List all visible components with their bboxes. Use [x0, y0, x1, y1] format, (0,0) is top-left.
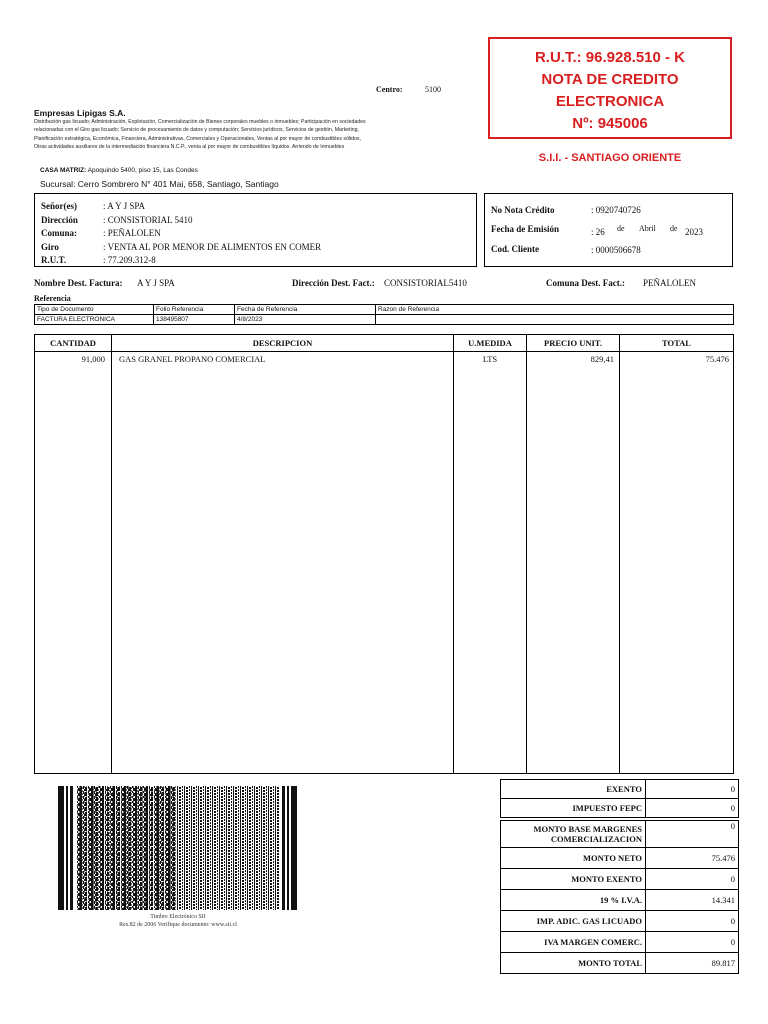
client-rows	[41, 196, 321, 264]
items-header-cantidad: CANTIDAD	[50, 338, 96, 348]
item-descripcion: GAS GRANEL PROPANO COMERCIAL	[119, 354, 266, 364]
item-total: 75.476	[705, 354, 729, 364]
referencia-table	[34, 304, 734, 325]
total-label: EXENTO	[501, 780, 646, 799]
total-row-neto	[501, 848, 739, 869]
client-label: Señor(es)	[41, 201, 77, 211]
ref-cell	[376, 315, 734, 325]
fecha-day-value: 26	[595, 227, 605, 237]
activity-line: Planificación estratégica, Económica, Financiera, Administrativas, Comerciales y Operacionales, Ventas al por mayor de combustibles sólidos,	[34, 135, 361, 142]
cliente-value: : 0000506678	[591, 245, 641, 255]
fecha-day: : 26	[591, 227, 605, 237]
casa-matriz	[40, 167, 198, 174]
client-value: PEÑALOLEN	[107, 228, 161, 238]
sii-box	[488, 37, 732, 139]
sii-office: S.I.I. - SANTIAGO ORIENTE	[538, 152, 682, 164]
client-row: Comuna: : PEÑALOLEN	[41, 228, 161, 238]
fecha-de1: de	[617, 224, 625, 233]
centro-value: 5100	[425, 85, 441, 94]
dest-comuna-value: PEÑALOLEN	[643, 278, 696, 288]
total-label: MONTO TOTAL	[501, 953, 646, 974]
ref-cell: 4/8/2023	[235, 315, 376, 325]
total-value: 0	[646, 821, 739, 848]
casa-matriz-label: CASA MATRIZ:	[40, 167, 87, 174]
items-header-descripcion: DESCRIPCION	[252, 338, 313, 348]
issuer-name: Empresas Lipigas S.A.	[34, 108, 126, 118]
dest-direccion-value: CONSISTORIAL5410	[384, 278, 467, 288]
totals-table-top	[500, 779, 739, 818]
client-box	[34, 193, 477, 267]
referencia-header-row	[35, 305, 734, 315]
total-row-iva	[501, 890, 739, 911]
item-cantidad: 91,000	[81, 354, 105, 364]
item-precio: 829,41	[590, 354, 614, 364]
issuer-activity	[34, 118, 434, 152]
total-value: 0	[646, 911, 739, 932]
ref-header: Tipo de Documento	[35, 305, 154, 315]
totals-table-bottom	[500, 820, 739, 974]
activity-line: Otras actividades auxiliares de la intermediación financiera N.C.P., venta al por mayor de combustibles líquidos. Arriendo de Inmuebles	[34, 144, 345, 151]
timbre-line1: Timbre Electrónico SII	[150, 914, 206, 920]
sii-rut: R.U.T.: 96.928.510 - K	[534, 49, 686, 66]
timbre-line2: Res.82 de 2006 Verifique documento: www.sii.cl	[119, 922, 237, 928]
client-value: CONSISTORIAL 5410	[107, 214, 193, 225]
referencia-title: Referencia	[34, 294, 71, 303]
centro-label: Centro:	[376, 85, 403, 94]
ref-header: Folio Referencia	[154, 305, 235, 315]
dest-comuna-label: Comuna Dest. Fact.:	[546, 278, 625, 288]
activity-line: relacionadas con el Giro gas licuado; Servicio de procesamiento de datos y computación; Servicios jurídicos, Servicios de gestión, Marketing,	[34, 127, 359, 134]
nota-value: : 0920740726	[591, 205, 641, 215]
cliente-label: Cod. Cliente	[491, 244, 539, 254]
fecha-label: Fecha de Emisión	[491, 224, 560, 234]
client-row: Señor(es) : A Y J SPA	[41, 201, 146, 211]
doc-type-line2: ELECTRONICA	[555, 93, 665, 110]
nota-label: No Nota Crédito	[491, 205, 555, 215]
item-umedida: LTS	[482, 354, 498, 364]
total-label: IMPUESTO FEPC	[501, 799, 646, 818]
total-value: 0	[646, 932, 739, 953]
total-label-margenes	[501, 821, 646, 848]
client-value: VENTA AL POR MENOR DE ALIMENTOS EN COMER	[107, 241, 322, 252]
client-label: R.U.T.	[41, 255, 67, 265]
total-value: 75.476	[646, 848, 739, 869]
client-label: Comuna:	[41, 228, 78, 238]
doc-type-line1: NOTA DE CREDITO	[541, 71, 679, 88]
timbre-caption	[58, 913, 298, 929]
total-label: IMP. ADIC. GAS LICUADO	[501, 911, 646, 932]
total-label: MONTO EXENTO	[501, 869, 646, 890]
timbre-barcode	[58, 786, 298, 910]
margenes-line1: MONTO BASE MARGENES	[533, 824, 642, 834]
doc-info-box	[484, 193, 733, 267]
total-value: 0	[646, 869, 739, 890]
casa-matriz-value: Apoquindo 5400, piso 15, Las Condes	[87, 167, 198, 174]
sucursal: Sucursal: Cerro Sombrero N° 401 Mai, 658, Santiago, Santiago	[40, 179, 279, 189]
total-value: 14.341	[646, 890, 739, 911]
fecha-year: 2023	[685, 227, 703, 237]
ref-header: Razon de Referencia	[376, 305, 734, 315]
activity-line: Distribución gas licuado; Administración, Explotación, Comercialización de Bienes corporales muebles o inmuebles; Participación en sociedades	[34, 119, 366, 125]
fecha-de2: de	[670, 224, 678, 233]
items-header-total: TOTAL	[662, 338, 691, 348]
client-row: Giro : VENTA AL POR MENOR DE ALIMENTOS EN COMER	[41, 241, 322, 252]
client-label: Giro	[41, 241, 59, 252]
total-row-total	[501, 953, 739, 974]
client-value: 77.209.312-8	[107, 255, 156, 265]
fecha-month: Abril	[639, 224, 656, 233]
total-row-fepc	[501, 799, 739, 818]
items-header-umedida: U.MEDIDA	[468, 338, 512, 348]
total-row-margenes	[501, 821, 739, 848]
total-value: 0	[646, 780, 739, 799]
referencia-row	[35, 315, 734, 325]
client-row: R.U.T. : 77.209.312-8	[41, 255, 156, 265]
total-row-monto-exento	[501, 869, 739, 890]
dest-nombre-label: Nombre Dest. Factura:	[34, 278, 123, 288]
client-value: A Y J SPA	[107, 201, 146, 211]
total-row-gas	[501, 911, 739, 932]
total-label: MONTO NETO	[501, 848, 646, 869]
total-row-exento	[501, 780, 739, 799]
dest-nombre-value: A Y J SPA	[137, 278, 175, 288]
doc-number: Nº: 945006	[572, 115, 648, 132]
total-label: IVA MARGEN COMERC.	[501, 932, 646, 953]
dest-direccion-label: Dirección Dest. Fact.:	[292, 278, 375, 288]
client-label: Dirección	[41, 214, 78, 225]
cliente-number: 0000506678	[595, 245, 641, 255]
nota-number: 0920740726	[595, 205, 641, 215]
total-label: 19 % I.V.A.	[501, 890, 646, 911]
total-row-iva-margen	[501, 932, 739, 953]
item-row	[35, 354, 733, 366]
ref-cell: FACTURA ELECTRONICA	[35, 315, 154, 325]
items-table	[34, 334, 734, 774]
total-value: 0	[646, 799, 739, 818]
ref-cell: 138495807	[154, 315, 235, 325]
client-row: Dirección : CONSISTORIAL 5410	[41, 214, 193, 225]
total-value: 89.817	[646, 953, 739, 974]
ref-header: Fecha de Referencia	[235, 305, 376, 315]
margenes-line2: COMERCIALIZACION	[550, 834, 642, 844]
items-header-precio: PRECIO UNIT.	[544, 338, 602, 348]
